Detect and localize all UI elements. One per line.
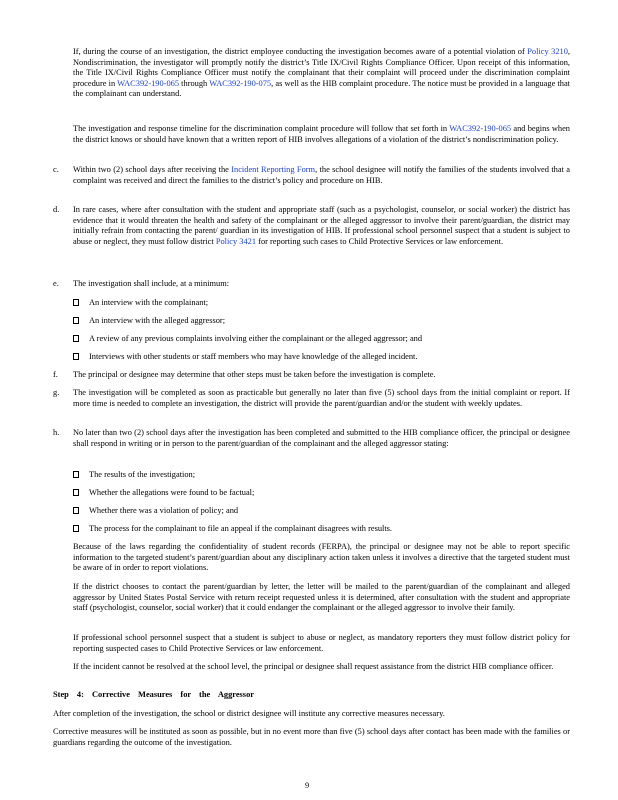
item-c: [73, 165, 570, 186]
paragraph-timeline: [73, 124, 570, 145]
bullet-box-icon: [73, 317, 79, 324]
step4-heading: Step 4: Corrective Measures for the Aggressor: [53, 690, 254, 699]
bullet-box-icon: [73, 299, 79, 306]
paragraph-investigator-notice: [73, 47, 570, 100]
item-f: The principal or designee may determine that other steps must be taken before the investigation is complete.: [73, 370, 436, 379]
page-number: 9: [305, 781, 310, 790]
bullet-item: [73, 334, 422, 345]
bullet-item: [73, 352, 417, 363]
item-h: No later than two (2) school days after the investigation has been completed and submitted to the HIB compliance officer, the principal or designee shall respond in writing or in person to the parent/guardian of the complainant and the alleged aggressor stating:: [73, 428, 570, 448]
bullet-text: Interviews with other students or staff members who may have knowledge of the alleged incident.: [89, 352, 418, 361]
text: through: [179, 78, 210, 88]
bullet-text: An interview with the alleged aggressor;: [89, 316, 226, 325]
paragraph-corrective-2: Corrective measures will be instituted as soon as possible, but in no event more than five (5) school days after contact has been made with the families or guardians regarding the outcome of the investigation.: [53, 727, 570, 747]
paragraph-corrective-1: After completion of the investigation, the school or district designee will institute any corrective measures necessary.: [53, 709, 445, 718]
wac-065-link-2[interactable]: WAC392-190-065: [449, 124, 512, 133]
bullet-item: [73, 470, 195, 481]
text: , as well as the HIB complaint procedure. The notice must be provided in a language that the complainant can understand.: [73, 78, 571, 99]
bullet-item: [73, 488, 254, 499]
text: , the school designee will notify the families of the students involved that a complaint was received and direct the families to the district’s policy and procedure on HIB.: [73, 165, 570, 185]
bullet-text: An interview with the complainant;: [89, 298, 209, 307]
text: and begins when the district knows or should have known that a written report of HIB involves allegations of a violation of the district’s nondiscrimination policy.: [73, 124, 570, 144]
bullet-box-icon: [73, 353, 79, 360]
item-label-f: f.: [53, 370, 58, 379]
bullet-text: The results of the investigation;: [89, 470, 196, 479]
bullet-box-icon: [73, 335, 79, 342]
bullet-box-icon: [73, 507, 79, 514]
bullet-text: Whether there was a violation of policy; and: [89, 506, 239, 515]
incident-reporting-form-link[interactable]: Incident Reporting Form: [231, 165, 316, 174]
paragraph-abuse: If professional school personnel suspect that a student is subject to abuse or neglect, as mandatory reporters they must follow district policy for reporting suspected cases to Child Protective Services or law enforcement.: [73, 633, 570, 653]
bullet-box-icon: [73, 489, 79, 496]
policy-3421-link[interactable]: Policy 3421: [215, 236, 257, 246]
bullet-item: [73, 524, 392, 535]
bullet-text: The process for the complainant to file an appeal if the complainant disagrees with results.: [89, 524, 393, 533]
item-e: The investigation shall include, at a minimum:: [73, 279, 230, 288]
paragraph-letter: If the district chooses to contact the parent/guardian by letter, the letter will be mailed to the parent/guardian of the complainant and alleged aggressor by United States Postal Service with return receipt requested unless it is determined, after consultation with the student and appropriate staff (psychologist, counselor, social worker) that it could endanger the complainant or the alleged aggressor to involve their family.: [73, 582, 570, 613]
wac-065-link[interactable]: WAC392-190-065: [117, 78, 180, 88]
item-label-e: e.: [53, 279, 59, 288]
policy-3210-link[interactable]: Policy 3210: [527, 47, 568, 56]
text: , Nondiscrimination, the investigator will promptly notify the district’s Title IX/Civil Rights Compliance Officer. Upon receipt of this information, the Title IX/Civil Rights Compliance Officer must notify the complainant that their complaint will proceed under the discrimination complaint procedure in: [73, 47, 570, 88]
wac-075-link[interactable]: WAC392-190-075: [209, 78, 272, 88]
bullet-box-icon: [73, 525, 79, 532]
bullet-item: [73, 298, 208, 309]
paragraph-ferpa: Because of the laws regarding the confidentiality of student records (FERPA), the principal or designee may not be able to report specific information to the targeted student’s parent/guardian about any disciplinary action taken unless it involves a directive that the targeted student must be aware of in order to report violations.: [73, 542, 570, 573]
text: for reporting such cases to Child Protective Services or law enforcement.: [256, 236, 504, 246]
text: In rare cases, where after consultation with the student and appropriate staff (such as a psychologist, counselor, or social worker) the district has evidence that it would threaten the health and safety of the complainant or the alleged aggressor to involve their parent/guardian, the district may initially refrain from contacting the parent/ guardian in its investigation of HIB. If professional school personnel suspect that a student is subject to abuse or neglect, they must follow district: [73, 205, 570, 246]
bullet-item: [73, 506, 238, 517]
text: If, during the course of an investigation, the district employee conducting the investigation becomes aware of a potential violation of: [73, 47, 528, 56]
item-label-g: g.: [53, 388, 60, 397]
text: The investigation and response timeline for the discrimination complaint procedure will follow that set forth in: [73, 124, 450, 133]
item-label-c: c.: [53, 165, 59, 174]
item-label-d: d.: [53, 205, 60, 214]
paragraph-unresolved: If the incident cannot be resolved at the school level, the principal or designee shall request assistance from the district HIB compliance officer.: [73, 662, 554, 671]
item-label-h: h.: [53, 428, 60, 437]
bullet-text: A review of any previous complaints involving either the complainant or the alleged aggressor; and: [89, 334, 423, 343]
item-g: The investigation will be completed as soon as practicable but generally no later than five (5) school days from the initial complaint or report. If more time is needed to complete an investigation, the district will provide the parent/guardian and/or the student with weekly updates.: [73, 388, 570, 408]
bullet-text: Whether the allegations were found to be factual;: [89, 488, 255, 497]
bullet-item: [73, 316, 225, 327]
item-d: [73, 205, 570, 247]
bullet-box-icon: [73, 471, 79, 478]
text: Within two (2) school days after receiving the: [73, 165, 232, 174]
